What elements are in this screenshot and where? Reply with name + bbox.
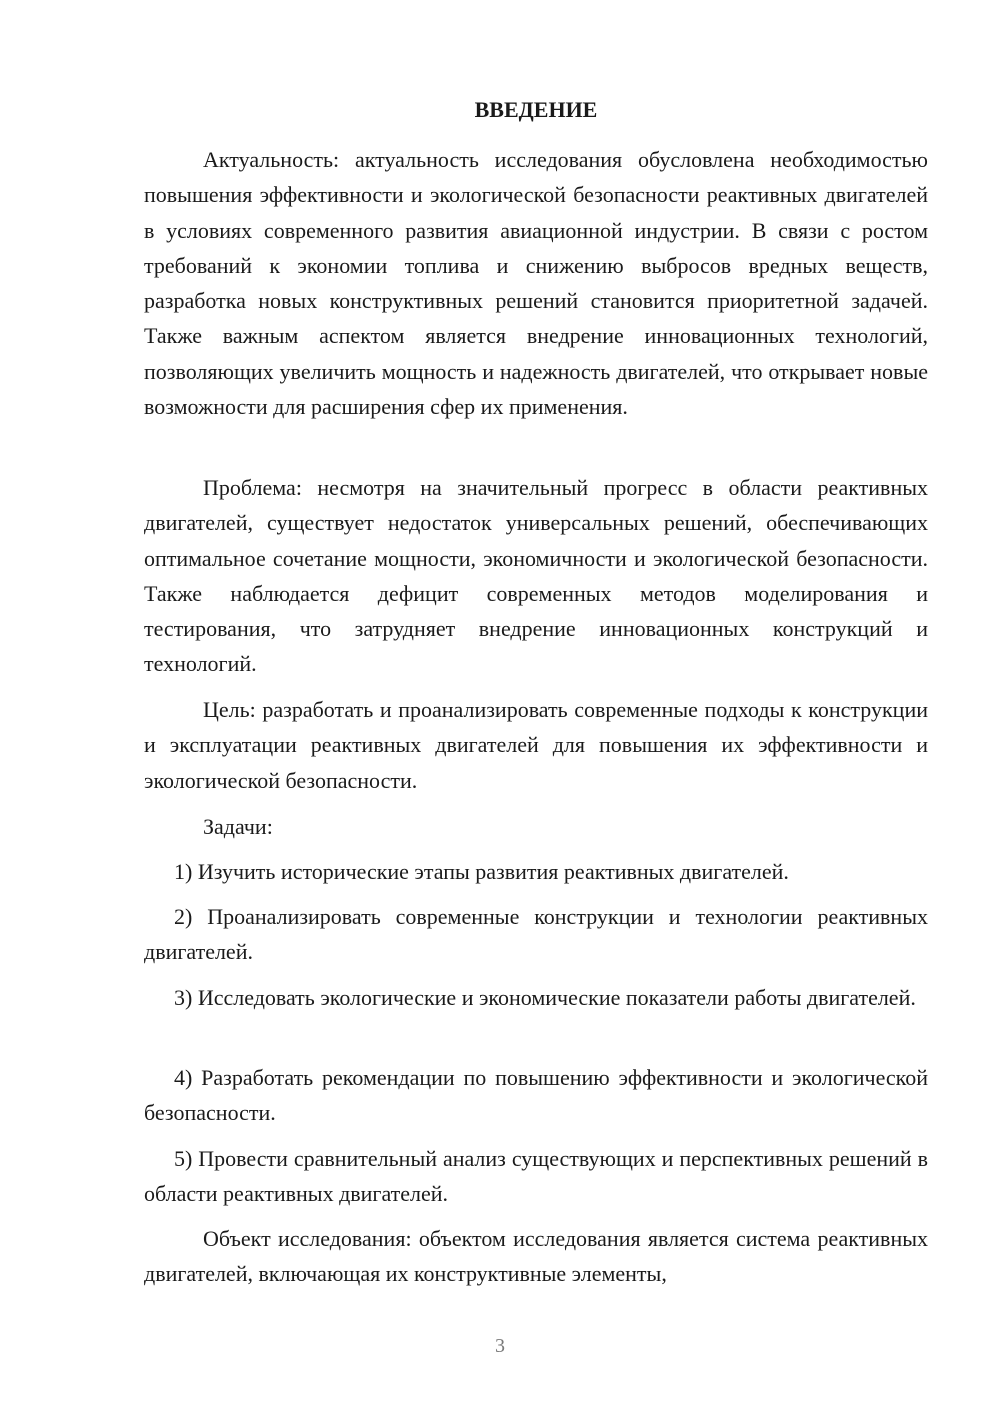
relevance-paragraph: Актуальность: актуальность исследования обусловлена необходимостью повышения эффективности и экологической безопасности реактивных двигателей в условиях современного развития авиационной индустрии. В связи с ростом требований к экономии топлива и снижению выбросов вредных веществ, разработка новых конструктивных решений становится приоритетной задачей. Также важным аспектом является внедрение инновационных технологий, позволяющих увеличить мощность и надежность двигателей, что открывает новые возможности для расширения сфер их применения. xyxy=(144,147,928,420)
task-item: 5) Провести сравнительный анализ существующих и перспективных решений в области реактивных двигателей. xyxy=(144,1146,928,1207)
problem-paragraph: Проблема: несмотря на значительный прогресс в области реактивных двигателей, существует недостаток универсальных решений, обеспечивающих оптимальное сочетание мощности, экономичности и экологической безопасности. Также наблюдается дефицит современных методов моделирования и тестирования, что затрудняет внедрение инновационных конструкций и технологий. xyxy=(144,475,928,677)
goal-paragraph: Цель: разработать и проанализировать современные подходы к конструкции и эксплуатации реактивных двигателей для повышения их эффективности и экологической безопасности. xyxy=(144,697,928,793)
page-number: 3 xyxy=(495,1335,505,1357)
task-item: 4) Разработать рекомендации по повышению эффективности и экологической безопасности. xyxy=(144,1065,928,1126)
document-page xyxy=(144,0,928,1414)
task-item: 2) Проанализировать современные конструкции и технологии реактивных двигателей. xyxy=(144,904,928,965)
task-item: 1) Изучить исторические этапы развития реактивных двигателей. xyxy=(174,859,789,884)
task-item: 3) Исследовать экологические и экономические показатели работы двигателей. xyxy=(174,985,916,1010)
tasks-heading: Задачи: xyxy=(203,814,273,839)
research-object-paragraph: Объект исследования: объектом исследования является система реактивных двигателей, включающая их конструктивные элементы, xyxy=(144,1226,928,1287)
page-title: ВВЕДЕНИЕ xyxy=(474,97,598,122)
